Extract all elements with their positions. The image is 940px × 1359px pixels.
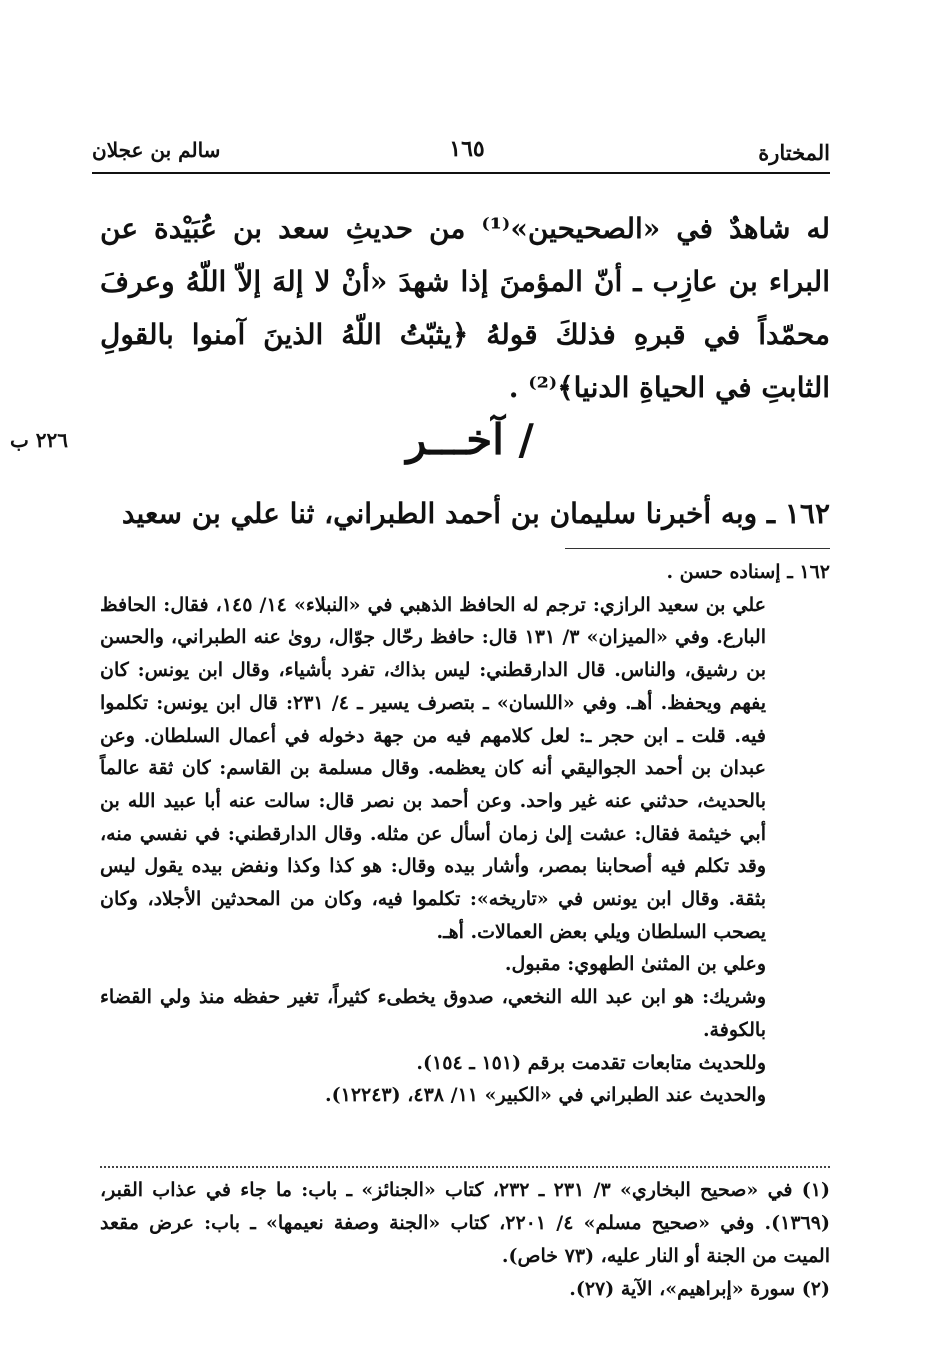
header-divider <box>92 172 830 174</box>
commentary-paragraph: وعلي بن المثنىٰ الطهوي: مقبول. <box>504 953 766 976</box>
footnote-1: (١) في «صحيح البخاري» ٣/ ٢٣١ ـ ٢٣٢، كتاب «الجنائز» ـ باب: ما جاء في عذاب القبر، (١٣٦٩). وفي «صحيح مسلم» ٤/ ٢٢٠١، كتاب «الجنة وصفة نعيمها» ـ باب: عرض مقعد الميت من الجنة أو النار عليه، (٧٣ خاص). <box>100 1179 830 1267</box>
commentary <box>100 556 830 1112</box>
running-title: سالم بن عجلان <box>92 138 221 162</box>
footnote-divider <box>100 1166 830 1168</box>
main-text <box>100 202 830 414</box>
commentary-paragraph: وشريك: هو ابن عبد الله النخعي، صدوق يخطىء كثيراً، تغير حفظه منذ ولي القضاء بالكوفة. <box>100 986 766 1041</box>
commentary-paragraph: علي بن سعيد الرازي: ترجم له الحافظ الذهبي في «النبلاء» ١٤/ ١٤٥، فقال: الحافظ البارع. وفي «الميزان» ٣/ ١٣١ قال: حافظ رحّال جوّال، روىٰ عنه الطبراني، والحسن بن رشيق، والناس. قال الدارقطني: ليس بذاك، تفرد بأشياء، وقال ابن يونس: كان يفهم ويحفظ. أهـ. وفي «اللسان» ـ بتصرف يسير ـ ٤/ ٢٣١: قال ابن يونس: تكلموا فيه. قلت ـ ابن حجر ـ: لعل كلامهم فيه من جهة دخوله في أعمال السلطان. وعن عبدان بن أحمد الجواليقي أنه كان يعظمه. وقال مسلمة بن القاسم: كان ثقة عالماً بالحديث، حدثني عنه غير واحد. وعن أحمد بن نصر قال: سالت عنه أبا عبيد الله بن أبي خيثمة فقال: عشت إلىٰ زمان أسأل عن مثله. وقال الدارقطني: في نفسي منه، وقد تكلم فيه أصحابنا بمصر، وأشار بيده وقال: هو كذا وكذا ونفض بيده يقول ليس بثقة. وقال ابن يونس في «تاريخه»: تكلموا فيه، وكان من المحدثين الأجلاد، وكان يصحب السلطان ويلي بعض العمالات. أهـ. <box>100 593 767 943</box>
commentary-body <box>100 589 830 1112</box>
hadith-divider <box>565 548 830 549</box>
book-title: المختارة <box>758 140 830 165</box>
page-number: ١٦٥ <box>449 136 485 162</box>
footnote-2: (٢) سورة «إبراهيم»، الآية (٢٧). <box>569 1278 830 1300</box>
hadith-text: ١٦٢ ـ وبه أخبرنا سليمان بن أحمد الطبراني، ثنا علي بن سعيد <box>121 497 830 530</box>
commentary-paragraph: والحديث عند الطبراني في «الكبير» ١١/ ٤٣٨، (١٢٢٤٣). <box>325 1084 766 1107</box>
manuscript-folio-note: ٢٢٦ ب <box>10 428 69 452</box>
footnotes <box>100 1174 830 1306</box>
section-heading: / آخـــر <box>406 415 534 464</box>
commentary-heading: ١٦٢ ـ إسناده حسن . <box>666 561 830 583</box>
page-header <box>92 132 830 172</box>
commentary-paragraph: وللحديث متابعات تقدمت برقم (١٥١ ـ ١٥٤). <box>416 1051 766 1074</box>
main-paragraph: له شاهدٌ في «الصحيحين»⁽¹⁾ من حديثِ سعد بن عُبَيْدة عن البراء بن عازِب ـ أنّ المؤمنَ إذا شهدَ «أنْ لا إلهَ إلاّ اللّهُ وعرفَ محمّداً في قبرهِ فذلكَ قولهُ ﴿يثبّتُ اللّهُ الذينَ آمنوا بالقولِ الثابتِ في الحياةِ الدنيا﴾⁽²⁾ . <box>100 212 830 404</box>
